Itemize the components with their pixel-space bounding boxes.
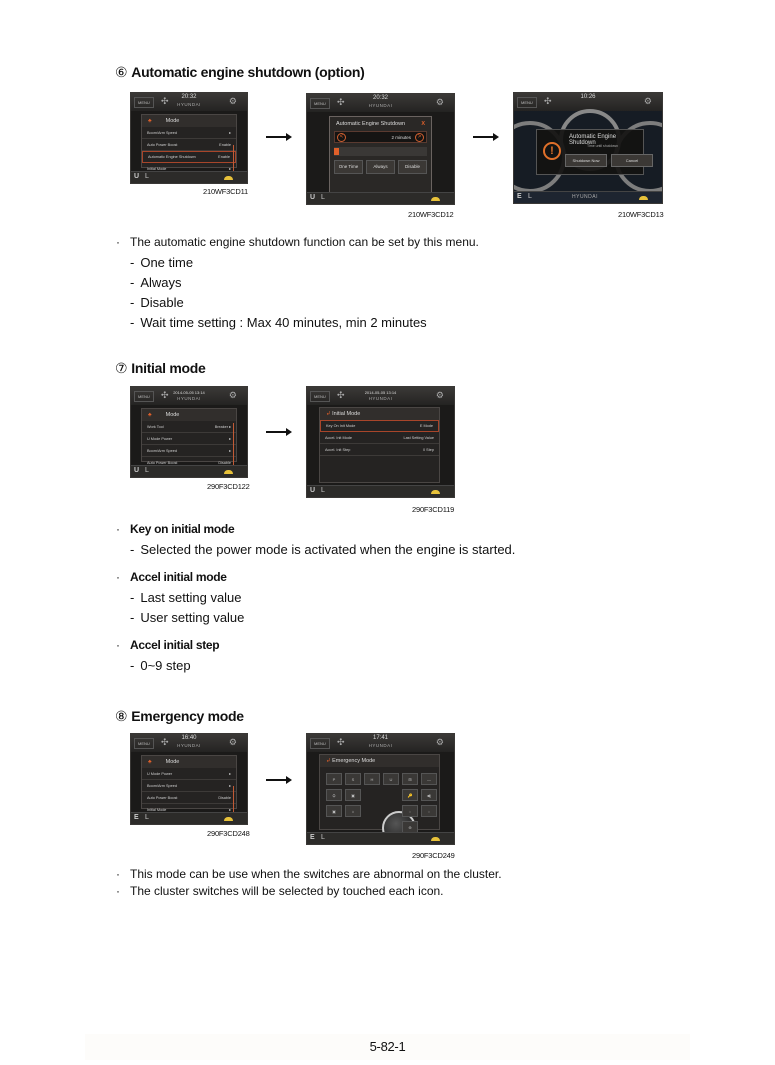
section-heading-emergency-mode	[115, 708, 244, 725]
clock: 2014-05-05 13:14	[173, 390, 205, 395]
emergency-switch-key[interactable]: ⛭	[326, 789, 342, 801]
bullet-text: The cluster switches will be selected by touched each icon.	[130, 884, 444, 898]
settings-icon: ⚙	[435, 390, 444, 400]
bullet-text: Accel initial mode	[130, 570, 227, 584]
mode-indicator: E	[517, 193, 522, 200]
row-label: Initial Mode	[147, 807, 167, 812]
row-label: Auto Power Boost	[147, 460, 178, 465]
menu-row	[142, 445, 236, 457]
clock: 16:40	[181, 735, 197, 741]
menu-row	[142, 421, 236, 433]
initial-mode-panel	[319, 407, 440, 483]
wait-time-value: 2 minutes	[391, 134, 411, 140]
row-value: Last Setting Value	[403, 435, 434, 440]
fan-icon: ✣	[544, 96, 552, 106]
emergency-switch-key[interactable]: S	[345, 773, 361, 785]
mode-icon: ♣	[148, 759, 152, 765]
screen-bottombar	[307, 192, 454, 204]
screen-topbar	[131, 93, 247, 111]
screen-bottombar	[307, 485, 454, 497]
seat-indicator: L	[145, 467, 149, 474]
alert-title: Automatic Engine Shutdown	[569, 134, 617, 146]
lamp-icon	[431, 837, 440, 841]
settings-icon: ⚙	[435, 97, 444, 107]
lamp-icon	[431, 197, 440, 201]
wait-time-slider[interactable]	[334, 147, 427, 156]
screen-topbar	[307, 387, 454, 405]
clock: 10:26	[580, 94, 596, 100]
emergency-switch-key[interactable]: U	[383, 773, 399, 785]
mode-indicator: U	[134, 467, 140, 474]
sub-text: User setting value	[140, 610, 245, 625]
bullet-item: · This mode can be use when the switches are abnormal on the cluster.	[116, 867, 502, 881]
menu-row	[142, 139, 236, 151]
panel-title-text: Mode	[165, 759, 180, 765]
clock: 2014-05-05 13:14	[364, 390, 397, 395]
settings-icon: ⚙	[228, 737, 237, 747]
brand: HYUNDAI	[177, 743, 201, 748]
row-value: ▸	[229, 784, 231, 788]
menu-row	[142, 780, 236, 792]
screenshot-mode-menu	[130, 92, 248, 184]
bullet-text: Accel initial step	[130, 638, 220, 652]
dialog-buttons	[334, 160, 427, 174]
alert-subtitle: Time until shutdown	[587, 144, 618, 148]
row-label: Auto Power Boost	[147, 795, 178, 800]
panel-title	[142, 756, 236, 768]
section-number: ⑧	[115, 708, 128, 724]
brand: HYUNDAI	[572, 194, 599, 200]
wait-time-stepper	[334, 131, 427, 143]
brand: HYUNDAI	[177, 102, 201, 107]
row-label: Work Tool	[147, 424, 164, 429]
row-value: ▸	[229, 449, 231, 453]
bullet-item: · Accel initial mode	[116, 570, 227, 584]
shutdown-dialog	[329, 116, 432, 194]
section-title: Emergency mode	[131, 708, 244, 724]
shutdown-alert	[536, 129, 644, 175]
emergency-switch-key[interactable]: P	[326, 773, 342, 785]
back-icon[interactable]: ↲	[326, 758, 331, 764]
figure-caption: 210WF3CD13	[618, 210, 664, 219]
seat-indicator: L	[321, 834, 325, 841]
one-time-button[interactable]: One Time	[334, 160, 363, 174]
screenshot-emergency-mode	[306, 733, 455, 845]
arrow-icon	[266, 779, 288, 781]
menu-button: MENU	[310, 98, 330, 109]
panel-title-text: Emergency Mode	[332, 758, 376, 764]
bullet-item: · Accel initial step	[116, 638, 220, 652]
menu-row	[142, 768, 236, 780]
bullet-item: · The automatic engine shutdown function can be set by this menu.	[116, 235, 479, 249]
figure-caption: 290F3CD248	[207, 829, 250, 838]
seat-indicator: L	[528, 193, 532, 200]
sub-item: - One time	[130, 255, 194, 270]
arrow-icon	[266, 136, 288, 138]
screenshot-initial-mode	[306, 386, 455, 498]
emergency-switch-key[interactable]: ◌	[402, 805, 418, 817]
setting-row-key-on[interactable]	[320, 420, 439, 432]
sub-item: - Always	[130, 275, 182, 290]
panel-title	[142, 409, 236, 421]
chevron-right-icon[interactable]: >	[415, 133, 424, 142]
fan-icon: ✣	[161, 390, 169, 400]
figure-caption: 290F3CD122	[207, 482, 250, 491]
sub-text: Always	[140, 275, 182, 290]
sub-text: Wait time setting : Max 40 minutes, min 2 minutes	[140, 315, 427, 330]
menu-button: MENU	[310, 391, 330, 402]
fan-icon: ✣	[161, 737, 169, 747]
figure-caption: 210WF3CD12	[408, 210, 454, 219]
lamp-icon	[639, 196, 648, 200]
section-heading-initial-mode	[115, 360, 205, 377]
clock: 20:32	[181, 94, 197, 100]
setting-row-accel-mode[interactable]	[320, 432, 439, 444]
row-value: Disable	[218, 795, 231, 800]
sub-text: One time	[140, 255, 194, 270]
bullet-item: · The cluster switches will be selected by touched each icon.	[116, 884, 444, 898]
section-heading-auto-shutdown	[115, 64, 364, 81]
row-label: U Mode Power	[147, 436, 173, 441]
bullet-item: · Key on initial mode	[116, 522, 235, 536]
emergency-panel	[319, 754, 440, 830]
emergency-switch-key[interactable]: ⊕	[402, 821, 418, 833]
section-title: Initial mode	[131, 360, 206, 376]
panel-title	[142, 115, 236, 127]
row-value: Breaker ▸	[214, 425, 231, 429]
row-value: Enable	[218, 155, 230, 159]
screen-topbar	[131, 387, 247, 405]
clock: 17:41	[372, 735, 389, 741]
seat-indicator: L	[321, 487, 325, 494]
row-value: ▸	[229, 437, 231, 441]
mode-indicator: U	[310, 194, 316, 201]
row-value: ▸	[229, 808, 231, 812]
emergency-switch-key[interactable]: ▣	[345, 789, 361, 801]
sub-item: - 0~9 step	[130, 658, 191, 673]
always-button[interactable]: Always	[366, 160, 395, 174]
mode-indicator: E	[310, 834, 315, 841]
screen-bottombar	[131, 812, 247, 824]
row-label: Automatic Engine Shutdown	[148, 155, 196, 159]
screenshot-mode-menu	[130, 733, 248, 825]
row-label: Accel. Init Mode	[325, 435, 353, 440]
lamp-icon	[224, 817, 233, 821]
brand: HYUNDAI	[368, 396, 393, 401]
row-label: Boom/Arm Speed	[147, 783, 177, 788]
screen-bottombar	[131, 171, 247, 183]
sub-text: Selected the power mode is activated when the engine is started.	[140, 542, 516, 557]
screenshot-shutdown-dialog	[306, 93, 455, 205]
screen-bottombar	[307, 832, 454, 844]
cancel-button[interactable]: Cancel	[611, 154, 653, 167]
seat-indicator: L	[145, 173, 149, 180]
section-number: ⑦	[115, 360, 128, 376]
chevron-left-icon[interactable]: <	[337, 133, 346, 142]
settings-icon: ⚙	[435, 737, 444, 747]
panel-title-text: Initial Mode	[332, 411, 361, 417]
sub-text: 0~9 step	[140, 658, 191, 673]
row-label: Initial Mode	[147, 166, 167, 171]
mode-panel	[141, 755, 237, 812]
emergency-switch-key[interactable]: ▣	[326, 805, 342, 817]
arrow-icon	[266, 431, 288, 433]
row-label: Boom/Arm Speed	[147, 130, 177, 135]
mode-icon: ♣	[148, 412, 152, 418]
row-value: Disable	[218, 460, 231, 465]
screen-topbar	[131, 734, 247, 752]
brand: HYUNDAI	[368, 103, 393, 108]
emergency-switch-key[interactable]: ◀)	[421, 789, 437, 801]
row-label: Auto Power Boost	[147, 142, 178, 147]
warning-icon: !	[543, 142, 561, 160]
fan-icon: ✣	[161, 96, 169, 106]
mode-indicator: U	[134, 173, 140, 180]
mode-panel	[141, 408, 237, 465]
clock: 20:32	[372, 95, 389, 101]
row-value: 0 Step	[423, 447, 434, 452]
menu-row	[142, 792, 236, 804]
fan-icon: ✣	[337, 97, 345, 107]
emergency-switch-key[interactable]: ⊞	[402, 773, 418, 785]
menu-button: MENU	[134, 391, 154, 402]
emergency-switch-grid	[326, 773, 433, 830]
lamp-icon	[224, 176, 233, 180]
disable-button[interactable]: Disable	[398, 160, 427, 174]
dialog-title: Automatic Engine Shutdown	[336, 121, 406, 127]
emergency-switch-key[interactable]: 🔑	[402, 789, 418, 801]
page-number: 5-82-1	[369, 1039, 406, 1054]
emergency-switch-key[interactable]: H	[364, 773, 380, 785]
menu-button: MENU	[517, 97, 537, 108]
figure-caption: 290F3CD249	[412, 851, 455, 860]
screen-topbar	[307, 94, 454, 112]
panel-title	[320, 755, 439, 767]
mode-icon: ♣	[148, 118, 152, 124]
screen-bottombar	[514, 191, 662, 203]
brand: HYUNDAI	[177, 396, 201, 401]
sub-item: - Disable	[130, 295, 184, 310]
setting-row-accel-step[interactable]	[320, 444, 439, 456]
menu-row	[142, 127, 236, 139]
bullet-text: This mode can be use when the switches are abnormal on the cluster.	[130, 867, 502, 881]
back-icon[interactable]: ↲	[326, 411, 331, 417]
panel-title-text: Mode	[165, 118, 180, 124]
seat-indicator: L	[321, 194, 325, 201]
lamp-icon	[431, 490, 440, 494]
emergency-switch-key[interactable]: —	[421, 773, 437, 785]
row-value: E Mode	[419, 424, 433, 428]
sub-item: - Last setting value	[130, 590, 242, 605]
figure-caption: 210WF3CD11	[203, 187, 248, 196]
page-footer	[85, 1034, 690, 1060]
section-title: Automatic engine shutdown (option)	[131, 64, 365, 80]
settings-icon: ⚙	[228, 96, 237, 106]
sub-item: - User setting value	[130, 610, 245, 625]
mode-indicator: E	[134, 814, 139, 821]
mode-panel	[141, 114, 237, 171]
menu-button: MENU	[134, 738, 154, 749]
lamp-icon	[224, 470, 233, 474]
row-value: ▸	[229, 772, 231, 776]
row-label: U Mode Power	[147, 771, 173, 776]
arrow-icon	[473, 136, 495, 138]
figure-caption: 290F3CD119	[412, 505, 455, 514]
screen-topbar	[307, 734, 454, 752]
settings-icon: ⚙	[643, 96, 652, 106]
emergency-switch-key[interactable]: ⌂	[345, 805, 361, 817]
menu-row	[142, 433, 236, 445]
fan-icon: ✣	[337, 390, 345, 400]
settings-icon: ⚙	[228, 390, 237, 400]
seat-indicator: L	[145, 814, 149, 821]
menu-button: MENU	[310, 738, 330, 749]
screen-bottombar	[131, 465, 247, 477]
row-value: Enable	[219, 142, 231, 147]
menu-row-selected	[142, 151, 236, 163]
slider-fill	[334, 148, 339, 155]
bullet-text: The automatic engine shutdown function can be set by this menu.	[130, 235, 479, 249]
sub-text: Disable	[140, 295, 184, 310]
shutdown-now-button[interactable]: Shutdown Now	[565, 154, 607, 167]
row-label: Boom/Arm Speed	[147, 448, 177, 453]
row-value: ▸	[229, 131, 231, 135]
brand: HYUNDAI	[368, 743, 393, 748]
row-label: Accel. Init Step	[325, 447, 351, 452]
menu-button: MENU	[134, 97, 154, 108]
section-number: ⑥	[115, 64, 128, 80]
row-label: Key On Init Mode	[326, 424, 356, 428]
emergency-switch-key[interactable]: ◌	[421, 805, 437, 817]
sub-item: - Selected the power mode is activated when the engine is started.	[130, 542, 516, 557]
bullet-text: Key on initial mode	[130, 522, 235, 536]
screenshot-shutdown-alert	[513, 92, 663, 204]
sub-text: Last setting value	[140, 590, 242, 605]
panel-title-text: Mode	[165, 412, 180, 418]
mode-indicator: U	[310, 487, 316, 494]
dialog-header	[330, 117, 431, 131]
panel-title	[320, 408, 439, 420]
fan-icon: ✣	[337, 737, 345, 747]
sub-item: - Wait time setting : Max 40 minutes, min 2 minutes	[130, 315, 427, 330]
close-icon[interactable]: X	[421, 121, 425, 127]
screenshot-mode-menu	[130, 386, 248, 478]
row-value: ▸	[229, 167, 231, 171]
